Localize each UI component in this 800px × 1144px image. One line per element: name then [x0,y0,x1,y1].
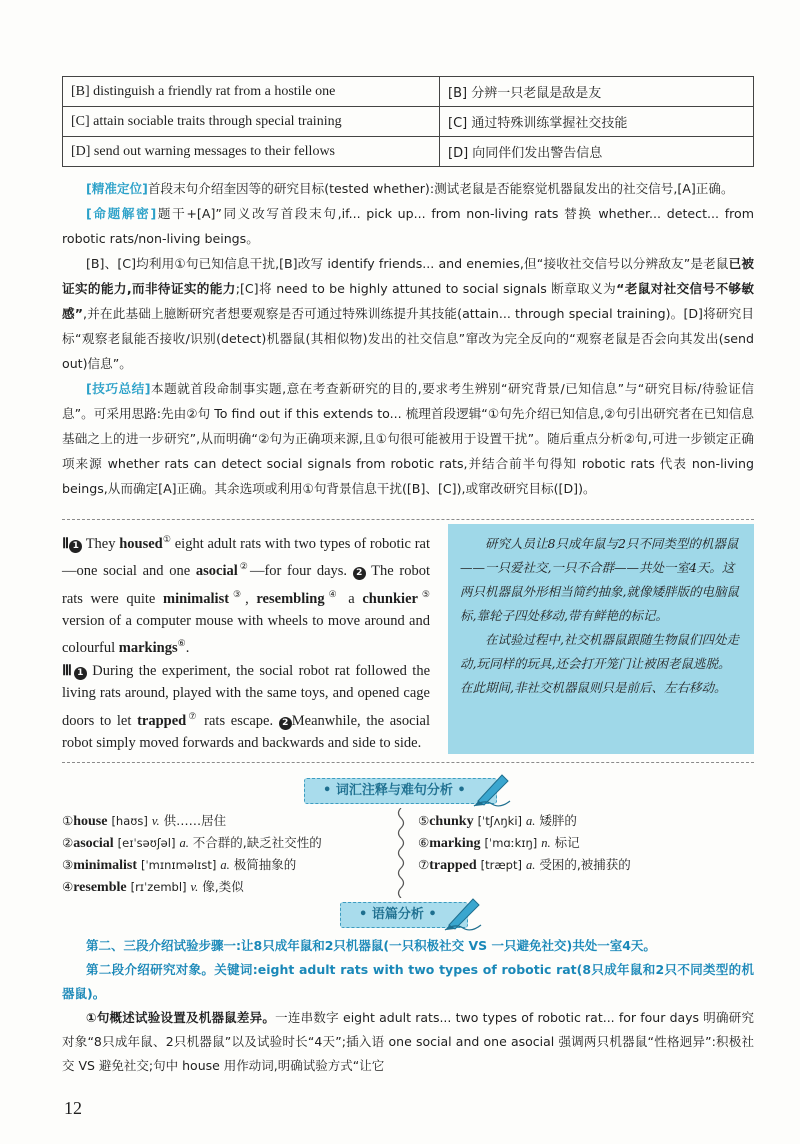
discourse-subheading: 第二段介绍研究对象。关键词:eight adult rats with two types of robotic rat(8只成年鼠和2只不同类型的机器鼠)。 [62,962,754,1001]
sentence-number: 1 [74,667,87,680]
banner-label: • 词汇注释与难句分析 • [323,783,466,798]
discourse-emphasis: ①句概述试验设置及机器鼠差异。 [86,1010,276,1025]
translation-box [448,524,754,754]
passage-text: a [348,590,355,607]
vocab-pos: a. [220,858,230,872]
passage-text: eight adult rats with two types of robotic rat—one social and one [62,535,430,580]
section-tag: [技巧总结] [86,381,151,396]
vocab-phonetic: [træpt] [480,858,522,872]
vocab-num: ⑤ [418,813,430,828]
vocab-word: markings [118,640,178,657]
discourse-heading: 第二、三段介绍试验步骤一:让8只成年鼠和2只机器鼠(一只积极社交 VS 一只避免社交)共处一室4天。 [86,938,656,953]
divider [62,519,754,520]
vocab-num: ① [62,813,74,828]
passage-text: They [85,535,116,552]
analysis-text: [B]、[C]均利用①句已知信息干扰,[B]改写 identify friends... and enemies,但“接收社交信号以分辨敌友”是老鼠 [86,256,729,271]
vocab-num: ③ [62,857,74,872]
vocab-word: house [73,814,108,829]
option-row [63,137,754,167]
vocab-def: 像,类似 [202,879,244,894]
analysis-paragraph [62,201,754,251]
passage-text: —for four days. [249,563,348,580]
sentence-number: 1 [69,540,82,553]
passage-text: Meanwhile, the asocial robot simply moved forwards and backwards and side to side. [62,712,431,752]
passage-text: The robot rats were quite [62,563,430,607]
passage-text: version of a computer mouse with wheels to move around and colourful [62,612,430,657]
vocab-word: minimalist [73,858,137,873]
vocab-phonetic: [eɪˈsəʊʃəl] [117,836,176,850]
option-zh: [C] 通过特殊训练掌握社交技能 [440,107,754,137]
section-tag: [命题解密] [86,206,157,221]
vocab-word: chunkier [362,590,418,607]
discourse-banner [340,902,468,928]
vocab-pos: a. [526,814,536,828]
vocab-word: chunky [429,814,474,829]
vocab-num: ⑥ [418,835,430,850]
analysis-text: 首段末句介绍奎因等的研究目标(tested whether):测试老鼠是否能察觉机器鼠发出的社交信号,[A]正确。 [147,181,734,196]
vocab-item [62,810,322,832]
vocab-pos: a. [525,858,536,872]
vocab-def: 供……居住 [163,813,227,828]
sentence-number: 2 [353,567,366,580]
analysis-paragraph [62,176,754,201]
passage-text: , [245,590,249,607]
option-row [63,77,754,107]
options-table [62,76,754,167]
passage-text: rats escape. [204,712,274,729]
vocab-list-left [62,810,322,898]
paragraph-label: Ⅱ [62,535,70,552]
vocab-word: housed [119,535,163,552]
vocab-list-right [418,810,631,876]
banner-label: • 语篇分析 • [359,907,437,922]
vocab-pos: n. [541,836,551,850]
footnote-mark: ⑦ [186,710,199,721]
vocab-def: 极简抽象的 [233,857,297,872]
section-tag: [精准定位] [86,181,148,196]
vocab-word: asocial [195,563,238,580]
analysis-paragraph [62,251,754,376]
vocab-pos: a. [179,836,189,850]
analysis-text: ;[C]将 need to be highly attuned to social signals 断章取义为 [235,281,617,296]
vocab-item [418,832,631,854]
vocab-phonetic: [ˈmɑːkɪŋ] [484,836,538,850]
vocab-phonetic: [ˈtʃʌŋki] [477,814,523,828]
translation-paragraph: 研究人员让8只成年鼠与2只不同类型的机器鼠——一只爱社交,一只不合群——共处一室4天。这两只机器鼠外形相当简约抽象,就像矮胖版的电脑鼠标,靠轮子四处移动,带有鲜艳的标记。 [460,536,739,623]
vocab-num: ④ [62,879,74,894]
divider-squiggle [394,808,408,898]
vocab-word: trapped [137,712,187,729]
sentence-number: 2 [279,717,292,730]
paragraph-label: Ⅲ [62,662,74,679]
footnote-mark: ① [162,534,172,544]
vocab-item [62,876,322,898]
vocab-def: 不合群的,缺乏社交性的 [192,835,322,850]
option-en: [C] attain sociable traits through special training [63,107,440,137]
vocab-item [418,810,631,832]
vocab-word: asocial [73,836,114,851]
vocab-def: 标记 [554,835,580,850]
analysis-emphasis: 已被证实的能力,而非待证实的能力 [62,256,755,296]
vocab-pos: v. [190,880,199,894]
vocab-phonetic: [rɪˈzembl] [130,880,187,894]
vocab-num: ② [62,835,74,850]
passage-paragraph-3 [62,660,430,755]
option-zh: [B] 分辨一只老鼠是敌是友 [440,77,754,107]
discourse-analysis [62,934,754,1078]
vocab-word: trapped [429,858,477,873]
footnote-mark: ③ [229,588,246,599]
vocab-phonetic: [ˈmɪnɪməlɪst] [140,858,217,872]
vocab-word: resemble [73,880,127,895]
page-number: 12 [64,1098,82,1118]
vocab-num: ⑦ [418,857,430,872]
option-en: [B] distinguish a friendly rat from a hostile one [63,77,440,107]
option-zh: [D] 向同伴们发出警告信息 [440,137,754,167]
analysis-paragraph [62,376,754,501]
vocab-pos: v. [151,814,160,828]
vocab-word: minimalist [162,590,230,607]
vocab-item [62,854,322,876]
vocab-def: 矮胖的 [539,813,577,828]
analysis-text: 题干+[A]”同义改写首段末句,if... pick up... from non-living rats 替换 whether... detect... from robotic rats/non-living beings。 [62,206,754,246]
vocab-banner [304,778,497,804]
analysis-emphasis: “老鼠对社交信号不够敏感” [62,281,754,321]
footnote-mark: ④ [324,588,341,599]
footnote-mark: ⑤ [417,588,431,599]
discourse-paragraph [62,1006,754,1078]
vocab-word: marking [429,836,481,851]
footnote-mark: ⑥ [177,638,186,649]
passage-english [62,528,430,755]
option-row [63,107,754,137]
analysis-text: 本题就首段命制事实题,意在考查新研究的目的,要求考生辨别“研究背景/已知信息”与“研究目标/待验证信息”。可采用思路:先由②句 To find out if this extends to... 梳理首段逻辑“①句先介绍已知信息,②句引出研究者在已知信息基础之上的进一步研究”,从而明确“②句为正确项来源,且①句很可能被用于设置干扰”。随后重点分析②句,可进一步锁定正确项来源 whether rats can detect social signals from robotic rats,并结合前半句得知 robotic rats 代表 non-living beings,从而确定[A]正确。其余选项或利用①句背景信息干扰([B]、[C]),或窜改研究目标([D])。 [62,381,754,496]
vocab-item [418,854,631,876]
vocab-def: 受困的,被捕获的 [539,857,631,872]
pen-icon [472,771,512,807]
footnote-mark: ② [237,561,250,572]
divider [62,762,754,763]
passage-text: During the experiment, the social robot rat followed the living rats around, played with the same toys, and opened cage doors to let [62,662,431,729]
passage-paragraph-2 [62,528,430,660]
translation-paragraph: 在试验过程中,社交机器鼠跟随生物鼠们四处走动,玩同样的玩具,还会打开笼门让被困老鼠逃脱。在此期间,非社交机器鼠则只是前后、左右移动。 [460,632,739,695]
analysis-text: ,并在此基础上臆断研究者想要观察是否可通过特殊训练提升其技能(attain... through special training)。[D]将研究目标“观察老鼠能否接收/识别(detect)机器鼠(其相似物)发出的社交信息”窜改为完全反向的“观察老鼠是否会向其发出(send out)信息”。 [62,306,754,371]
vocab-phonetic: [haʊs] [111,814,148,828]
pen-icon [443,895,483,931]
discourse-text: 一连串数字 eight adult rats... two types of robotic rat... for four days 明确研究对象“8只成年鼠、2只机器鼠”以及试验时长“4天”;插入语 one social and one asocial 强调两只机器鼠“性格迥异”:积极社交 VS 避免社交;句中 house 用作动词,明确试验方式“让它 [62,1010,754,1073]
passage-text: . [185,640,190,657]
option-en: [D] send out warning messages to their fellows [63,137,440,167]
answer-analysis [62,176,754,501]
vocab-word: resembling [256,590,325,607]
vocab-item [62,832,322,854]
